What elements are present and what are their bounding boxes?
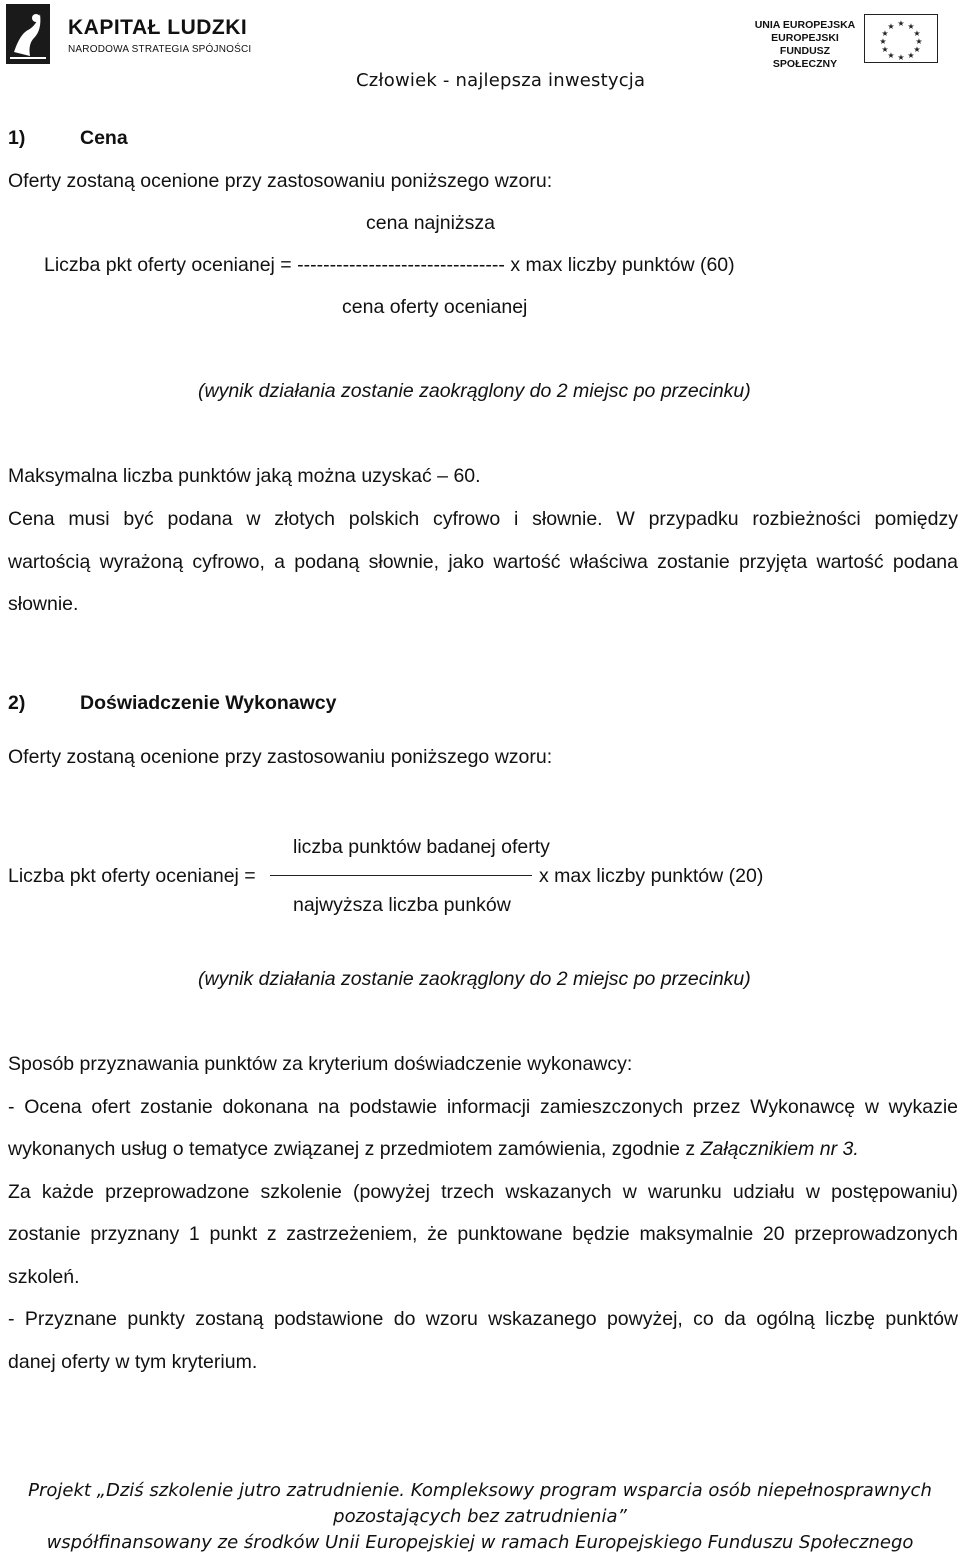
- section2-intro: Oferty zostaną ocenione przy zastosowaniu poniższego wzoru:: [8, 746, 553, 768]
- svg-text:★: ★: [897, 19, 905, 28]
- section2-formula-left: Liczba pkt oferty ocenianej =: [8, 865, 256, 887]
- eu-label-line1: UNIA EUROPEJSKA: [754, 19, 856, 31]
- fraction-line: [270, 875, 532, 876]
- section2-bullet2-line2: danej oferty w tym kryterium.: [8, 1351, 258, 1373]
- section1-rounding-note: (wynik działania zostanie zaokrąglony do 2 miejsc po przecinku): [198, 380, 751, 402]
- eu-flag-icon: [864, 14, 938, 63]
- svg-text:★: ★: [915, 37, 923, 46]
- footer-line1: Projekt „Dziś szkolenie jutro zatrudnienie. Kompleksowy program wsparcia osób niepełnosprawnych: [28, 1480, 932, 1501]
- section2-bullet1-line2: [8, 1138, 859, 1161]
- kapital-ludzki-subtitle: NARODOWA STRATEGIA SPÓJNOŚCI: [68, 44, 252, 55]
- kapital-ludzki-title: KAPITAŁ LUDZKI: [68, 16, 248, 39]
- section2-paragraph-line1: Za każde przeprowadzone szkolenie (powyżej trzech wskazanych w warunku udziału w postępowaniu): [8, 1181, 958, 1203]
- eu-label-line3: FUNDUSZ SPOŁECZNY: [772, 45, 838, 70]
- kapital-ludzki-logo-icon: [6, 4, 50, 64]
- section2-bullet1-line1: - Ocena ofert zostanie dokonana na podstawie informacji zamieszczonych przez Wykonawcę w wykazie: [8, 1096, 958, 1118]
- section1-formula-numerator: cena najniższa: [366, 212, 495, 234]
- svg-text:★: ★: [907, 22, 915, 31]
- svg-text:★: ★: [913, 45, 921, 54]
- section2-formula-denominator: najwyższa liczba punków: [293, 894, 511, 916]
- motto: Człowiek - najlepsza inwestycja: [356, 70, 646, 91]
- footer-line2: pozostających bez zatrudnienia”: [333, 1506, 627, 1527]
- svg-text:★: ★: [879, 37, 887, 46]
- section1-formula-denominator: cena oferty ocenianej: [342, 296, 528, 318]
- section2-method-heading: Sposób przyznawania punktów za kryterium doświadczenie wykonawcy:: [8, 1053, 633, 1075]
- footer-line3: współfinansowany ze środków Unii Europejskiej w ramach Europejskiego Funduszu Społecznego: [46, 1532, 914, 1553]
- section2-bullet1-line2-text: wykonanych usług o tematyce związanej z przedmiotem zamówienia, zgodnie z: [8, 1138, 701, 1160]
- eu-fund-label: [752, 19, 858, 71]
- section2-bullet2-line1: - Przyznane punkty zostaną podstawione do wzoru wskazanego powyżej, co da ogólną liczbę punktów: [8, 1308, 958, 1330]
- attachment-reference: Załącznikiem nr 3.: [700, 1138, 859, 1160]
- section2-number: 2): [8, 692, 26, 714]
- svg-text:★: ★: [897, 53, 905, 62]
- eu-label-line2: EUROPEJSKI: [771, 32, 839, 44]
- svg-text:★: ★: [881, 45, 889, 54]
- svg-text:★: ★: [887, 51, 895, 60]
- svg-text:★: ★: [913, 29, 921, 38]
- svg-text:★: ★: [881, 29, 889, 38]
- section1-number: 1): [8, 127, 26, 149]
- section1-formula-main: Liczba pkt oferty ocenianej = -------------------------------- x max liczby punktów (60): [44, 254, 735, 276]
- section2-paragraph-line3: szkoleń.: [8, 1266, 80, 1288]
- section2-rounding-note: (wynik działania zostanie zaokrąglony do 2 miejsc po przecinku): [198, 968, 751, 990]
- section2-formula-numerator: liczba punktów badanej oferty: [293, 836, 550, 858]
- section2-paragraph-line2: zostanie przyznany 1 punkt z zastrzeżeniem, że punktowane będzie maksymalnie 20 przeprowadzonych: [8, 1223, 958, 1245]
- svg-text:★: ★: [907, 51, 915, 60]
- section1-paragraph-line2: wartością wyrażoną cyfrowo, a podaną słownie, jako wartość właściwa zostanie przyjęta wartość podana: [8, 551, 958, 573]
- section1-title: Cena: [80, 127, 128, 149]
- section1-intro: Oferty zostaną ocenione przy zastosowaniu poniższego wzoru:: [8, 170, 553, 192]
- svg-text:★: ★: [887, 22, 895, 31]
- section1-max-points: Maksymalna liczba punktów jaką można uzyskać – 60.: [8, 465, 481, 487]
- section2-title: Doświadczenie Wykonawcy: [80, 692, 337, 714]
- section2-formula-right: x max liczby punktów (20): [539, 865, 764, 887]
- section1-paragraph-line1: Cena musi być podana w złotych polskich cyfrowo i słownie. W przypadku rozbieżności pomiędzy: [8, 508, 958, 530]
- section1-paragraph-line3: słownie.: [8, 593, 79, 615]
